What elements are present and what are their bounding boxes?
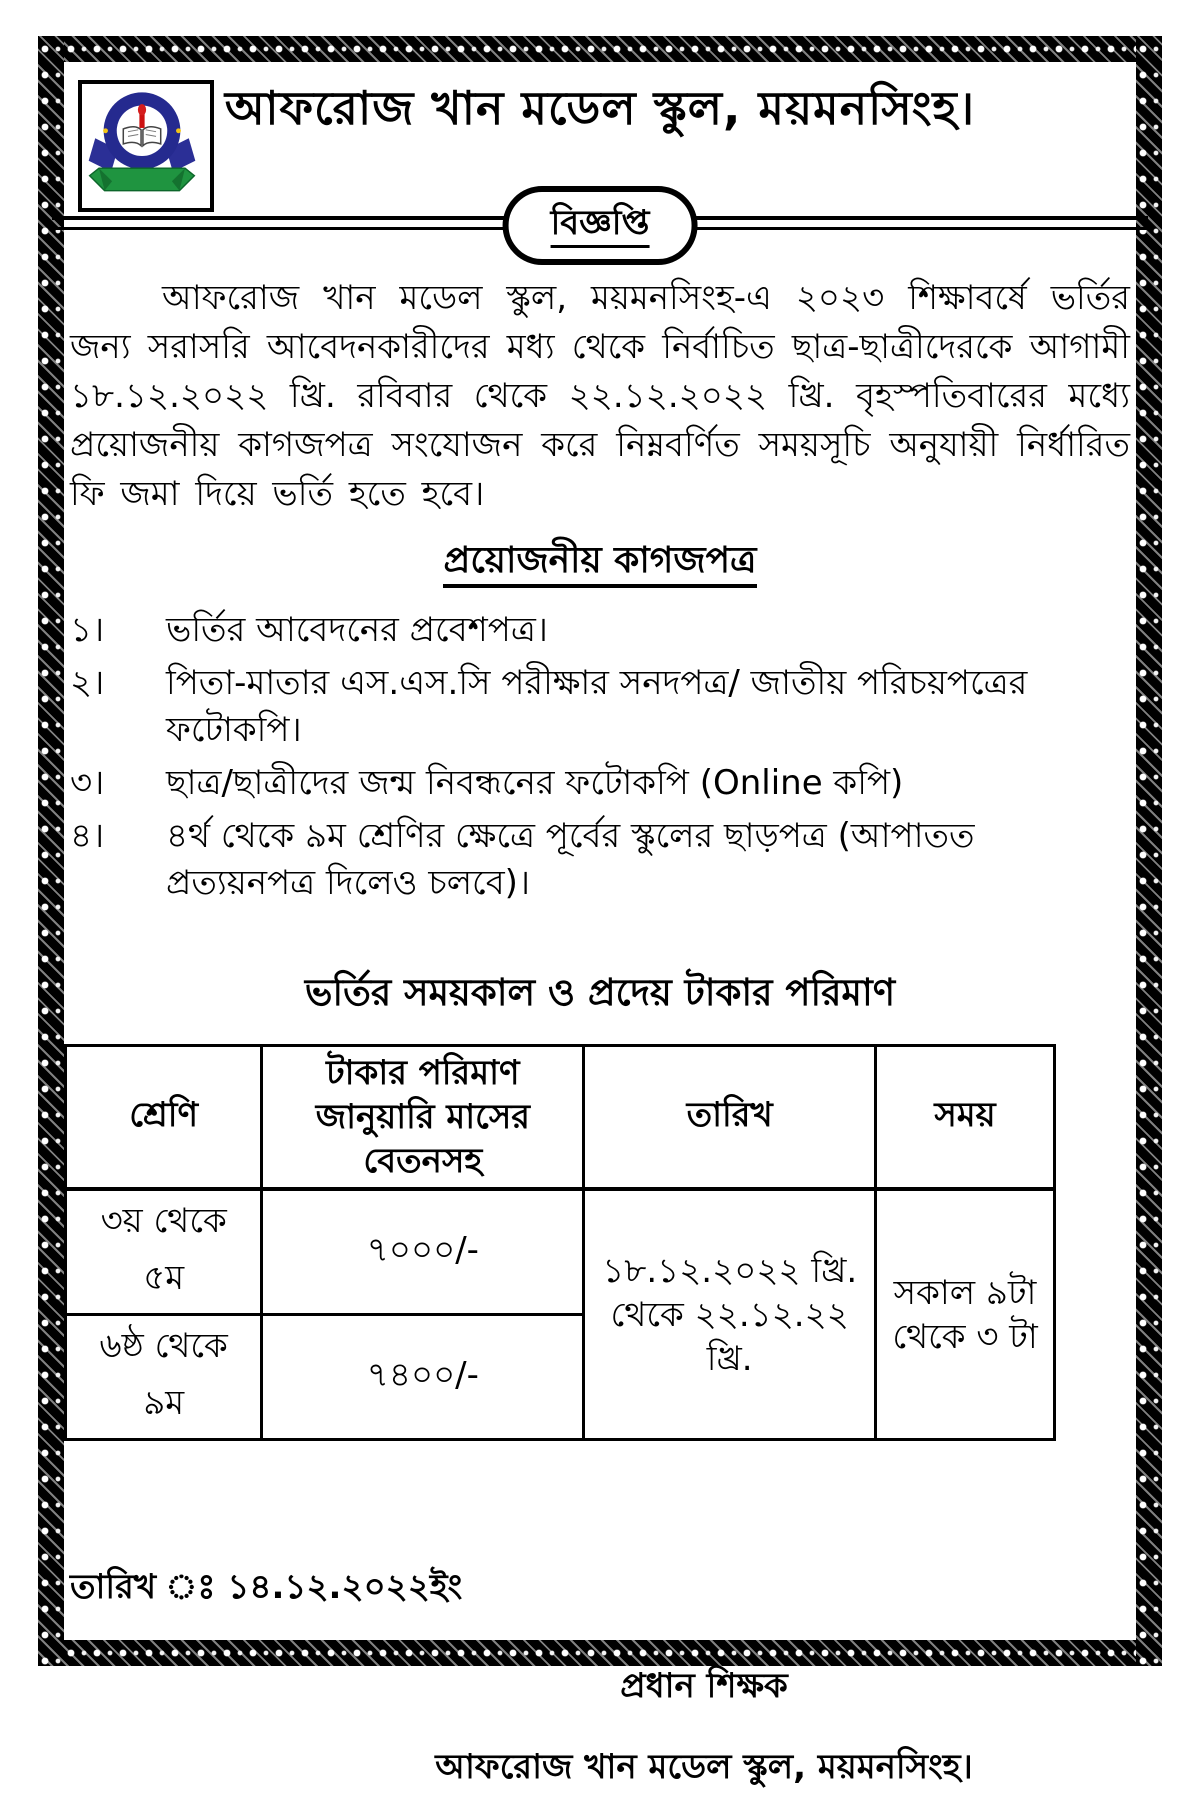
cell-amount: ৭০০০/- bbox=[262, 1189, 584, 1315]
signatory-organization: আফরোজ খান মডেল স্কুল, ময়মনসিংহ। bbox=[435, 1747, 973, 1787]
school-logo bbox=[78, 80, 214, 212]
header-class: শ্রেণি bbox=[66, 1046, 262, 1190]
list-item bbox=[70, 607, 1130, 654]
cell-class-range: ৩য় থেকে ৫ম bbox=[66, 1189, 262, 1315]
fee-table-title: ভর্তির সময়কাল ও প্রদেয় টাকার পরিমাণ bbox=[304, 971, 896, 1014]
ornamental-border-right bbox=[1136, 36, 1162, 1666]
header-amount-line1: টাকার পরিমাণ bbox=[326, 1053, 520, 1093]
list-item-text: ৪র্থ থেকে ৯ম শ্রেণির ক্ষেত্রে পূর্বের স্কুলের ছাড়পত্র (আপাতত প্রত্যয়নপত্র দিলেও চলবে)। bbox=[166, 816, 975, 903]
list-item bbox=[70, 760, 1130, 807]
list-item-text: পিতা-মাতার এস.এস.সি পরীক্ষার সনদপত্র/ জাতীয় পরিচয়পত্রের ফটোকপি। bbox=[166, 663, 1028, 750]
fee-table-header-row bbox=[66, 1046, 1055, 1190]
list-item-number: ৩। bbox=[70, 763, 105, 803]
notice-badge-label: বিজ্ঞপ্তি bbox=[551, 203, 650, 248]
notice-header bbox=[64, 62, 1136, 190]
school-emblem-icon bbox=[82, 84, 202, 200]
list-item-number: ১। bbox=[70, 610, 105, 650]
page-title: আফরোজ খান মডেল স্কুল, ময়মনসিংহ। bbox=[224, 81, 976, 135]
cell-class-range: ৬ষ্ঠ থেকে ৯ম bbox=[66, 1315, 262, 1440]
header-date: তারিখ bbox=[584, 1046, 876, 1190]
issue-date: তারিখ ঃ ১৪.১২.২০২২ইং bbox=[70, 1567, 463, 1607]
cell-amount: ৭৪০০/- bbox=[262, 1315, 584, 1440]
list-item-text: ছাত্র/ছাত্রীদের জন্ম নিবন্ধনের ফটোকপি (Online কপি) bbox=[166, 763, 904, 803]
signature-block bbox=[394, 1660, 1014, 1798]
ornamental-border-top bbox=[38, 36, 1162, 62]
signatory-title: প্রধান শিক্ষক bbox=[620, 1666, 788, 1706]
list-item bbox=[70, 813, 1130, 907]
documents-heading-label: প্রয়োজনীয় কাগজপত্র bbox=[443, 540, 756, 588]
list-item-number: ৪। bbox=[70, 816, 105, 856]
intro-paragraph: আফরোজ খান মডেল স্কুল, ময়মনসিংহ-এ ২০২৩ শিক্ষাবর্ষে ভর্তির জন্য সরাসরি আবেদনকারীদের মধ্য থেকে নির্বাচিত ছাত্র-ছাত্রীদেরকে আগামী ১৮.১২.২০২২ খ্রি. রবিবার থেকে ২২.১২.২০২২ খ্রি. বৃহস্পতিবারের মধ্যে প্রয়োজনীয় কাগজপত্র সংযোজন করে নিম্নবর্ণিত সময়সূচি অনুযায়ী নির্ধারিত ফি জমা দিয়ে ভর্তি হতে হবে। bbox=[70, 278, 1130, 514]
list-item bbox=[70, 660, 1130, 754]
header-time: সময় bbox=[876, 1046, 1055, 1190]
header-separator bbox=[64, 190, 1136, 266]
cell-date-line2: থেকে ২২.১২.২২ খ্রি. bbox=[610, 1294, 849, 1379]
cell-time-line1: সকাল ৯টা bbox=[893, 1272, 1037, 1313]
list-item-number: ২। bbox=[70, 663, 105, 703]
notice-page bbox=[64, 62, 1136, 1787]
ornamental-border-left bbox=[38, 36, 64, 1666]
cell-time-line2: থেকে ৩ টা bbox=[892, 1316, 1038, 1357]
documents-list bbox=[64, 607, 1136, 907]
notice-badge bbox=[503, 186, 698, 265]
header-amount bbox=[262, 1046, 584, 1190]
table-row bbox=[66, 1189, 1055, 1315]
cell-time-range bbox=[876, 1189, 1055, 1440]
documents-heading bbox=[64, 533, 1136, 593]
header-amount-line2: জানুয়ারি মাসের বেতনসহ bbox=[315, 1097, 530, 1181]
list-item-text: ভর্তির আবেদনের প্রবেশপত্র। bbox=[166, 610, 548, 650]
cell-date-line1: ১৮.১২.২০২২ খ্রি. bbox=[602, 1250, 858, 1291]
cell-date-range bbox=[584, 1189, 876, 1440]
fee-table bbox=[64, 1044, 1056, 1441]
